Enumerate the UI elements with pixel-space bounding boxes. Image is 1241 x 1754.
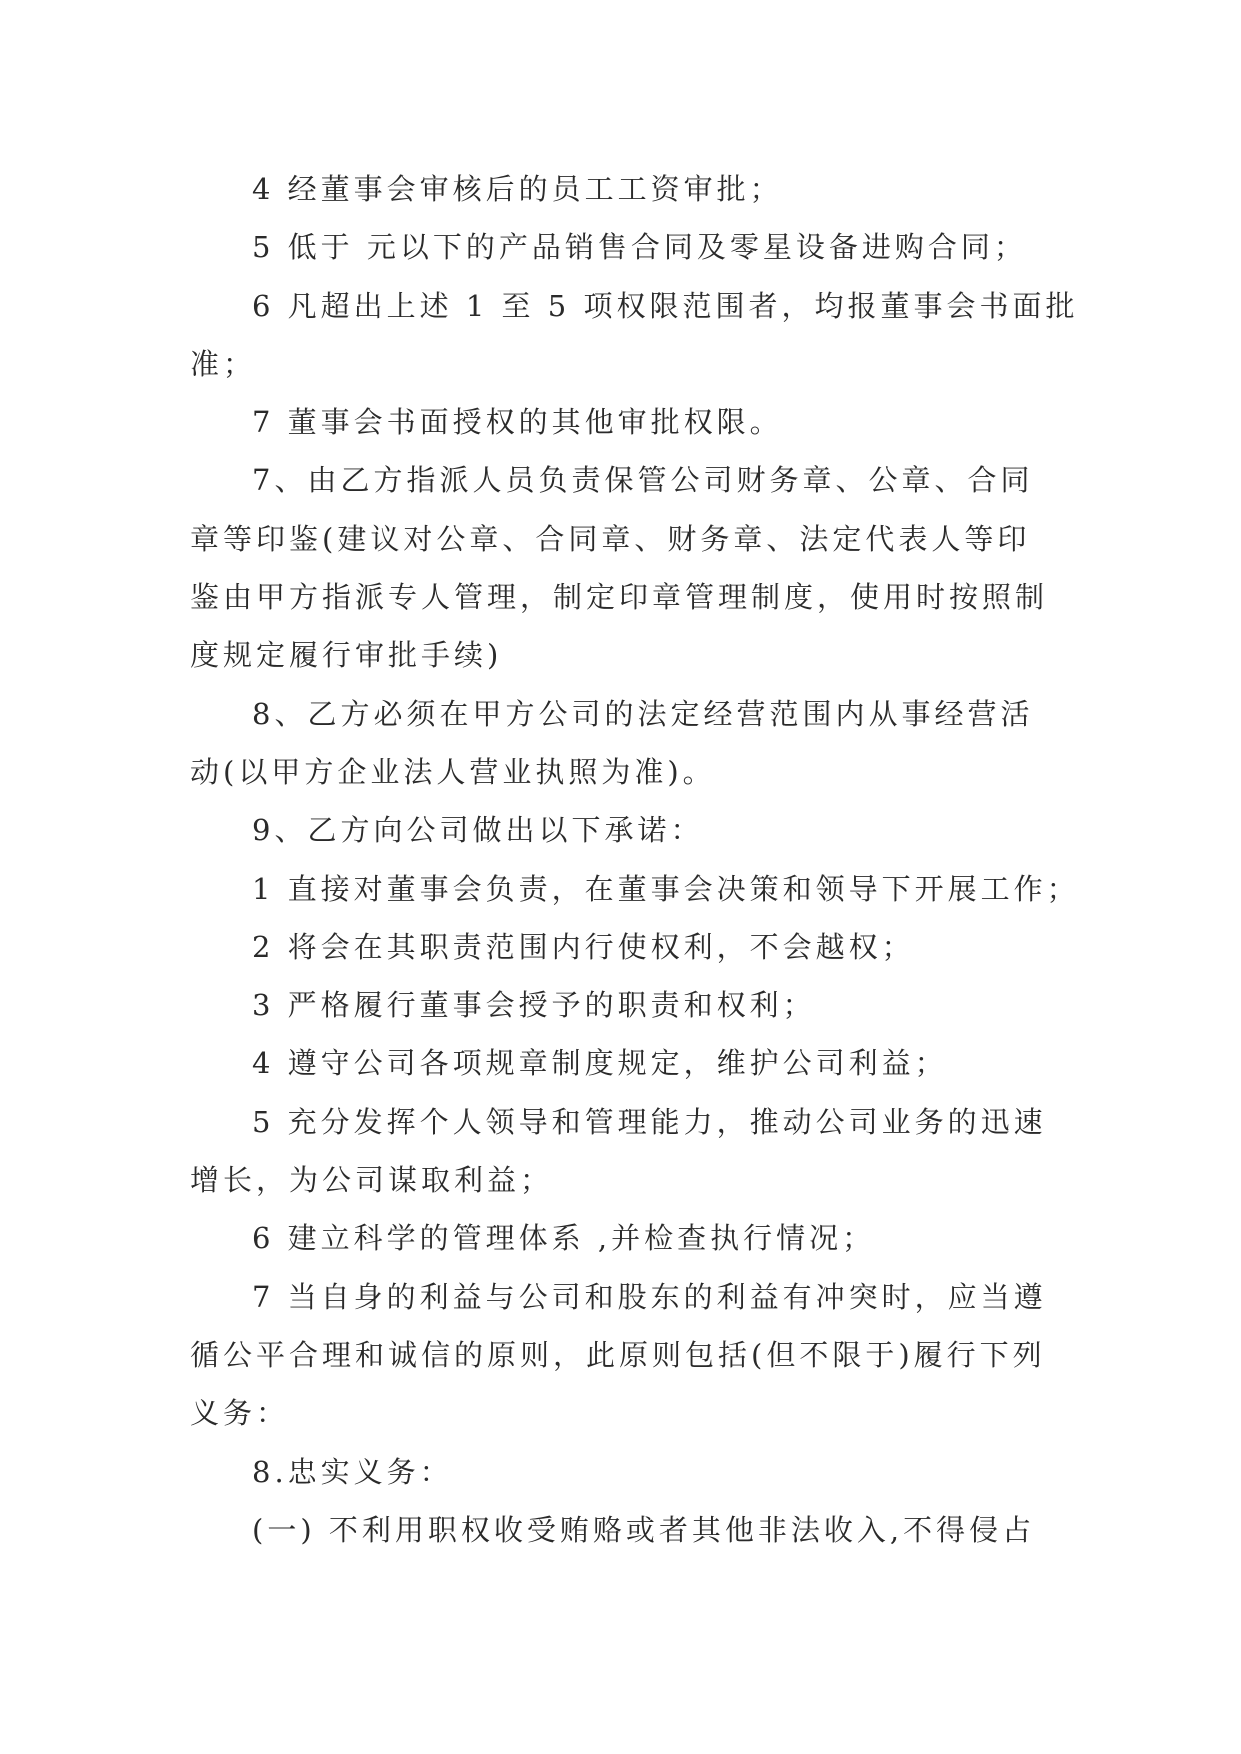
document-line: 5 低于 元以下的产品销售合同及零星设备进购合同； [252,230,1027,265]
document-line: 鉴由甲方指派专人管理，制定印章管理制度，使用时按照制 [190,580,1049,615]
document-line: 6 凡超出上述 1 至 5 项权限范围者，均报董事会书面批 [252,288,1079,323]
document-line: 7 董事会书面授权的其他审批权限。 [252,405,783,440]
document-line: 5 充分发挥个人领导和管理能力，推动公司业务的迅速 [252,1104,1047,1139]
document-line: 6 建立科学的管理体系 ,并检查执行情况； [252,1221,876,1256]
document-line: 动(以甲方企业法人营业执照为准)。 [190,754,716,789]
document-line: 8、乙方必须在甲方公司的法定经营范围内从事经营活 [252,696,1034,731]
document-line: 章等印鉴(建议对公章、合同章、财务章、法定代表人等印 [190,521,1031,556]
document-line: (一) 不利用职权收受贿赂或者其他非法收入,不得侵占 [252,1512,1036,1547]
document-line: 3 严格履行董事会授予的职责和权利； [252,988,816,1023]
document-line: 7 当自身的利益与公司和股东的利益有冲突时，应当遵 [252,1279,1047,1314]
document-line: 循公平合理和诚信的原则，此原则包括(但不限于)履行下列 [190,1337,1046,1372]
document-line: 准； [190,346,257,381]
document-line: 4 遵守公司各项规章制度规定，维护公司利益； [252,1046,948,1081]
document-line: 8.忠实义务： [252,1454,453,1489]
document-line: 2 将会在其职责范围内行使权利，不会越权； [252,929,915,964]
document-line: 义务： [190,1396,290,1431]
document-line: 增长，为公司谋取利益； [190,1163,554,1198]
document-line: 7、由乙方指派人员负责保管公司财务章、公章、合同 [252,463,1034,498]
document-line: 1 直接对董事会负责，在董事会决策和领导下开展工作； [252,871,1080,906]
document-line: 9、乙方向公司做出以下承诺： [252,813,704,848]
document-line: 度规定履行审批手续) [190,638,503,673]
document-body [190,160,1080,1559]
document-line: 4 经董事会审核后的员工工资审批； [252,172,783,206]
